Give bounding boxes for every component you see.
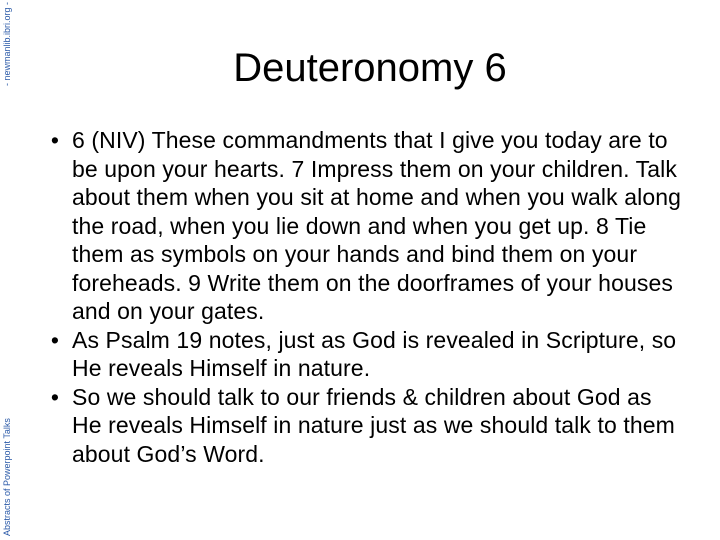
- bullet-text: As Psalm 19 notes, just as God is revealed in Scripture, so He reveals Himself in nature.: [72, 326, 677, 381]
- bullet-text: 6 (NIV) These commandments that I give you today are to be upon your hearts. 7 Impress them on your children. Talk about them when you sit at home and when you walk along the road, when you lie down and when you get up. 8 Tie them as symbols on your hands and bind them on your foreheads. 9 Write them on the doorframes of your houses and on your gates.: [72, 127, 681, 324]
- bullet-item: [46, 326, 686, 383]
- watermark-series-link[interactable]: Abstracts of Powerpoint Talks: [2, 418, 12, 536]
- bullet-text: So we should talk to our friends & children about God as He reveals Himself in nature just as we should talk to them about God’s Word.: [72, 383, 675, 467]
- side-watermark: [0, 0, 16, 540]
- watermark-site-link[interactable]: - newmanlib.ibri.org -: [2, 1, 12, 86]
- bullet-dot-icon: •: [50, 127, 60, 153]
- bullet-dot-icon: •: [50, 383, 60, 410]
- bullet-item: [46, 126, 686, 326]
- bullet-item: [46, 383, 686, 469]
- bullet-dot-icon: •: [50, 326, 60, 353]
- slide-title: Deuteronomy 6: [233, 46, 507, 90]
- bullet-list: [46, 126, 686, 468]
